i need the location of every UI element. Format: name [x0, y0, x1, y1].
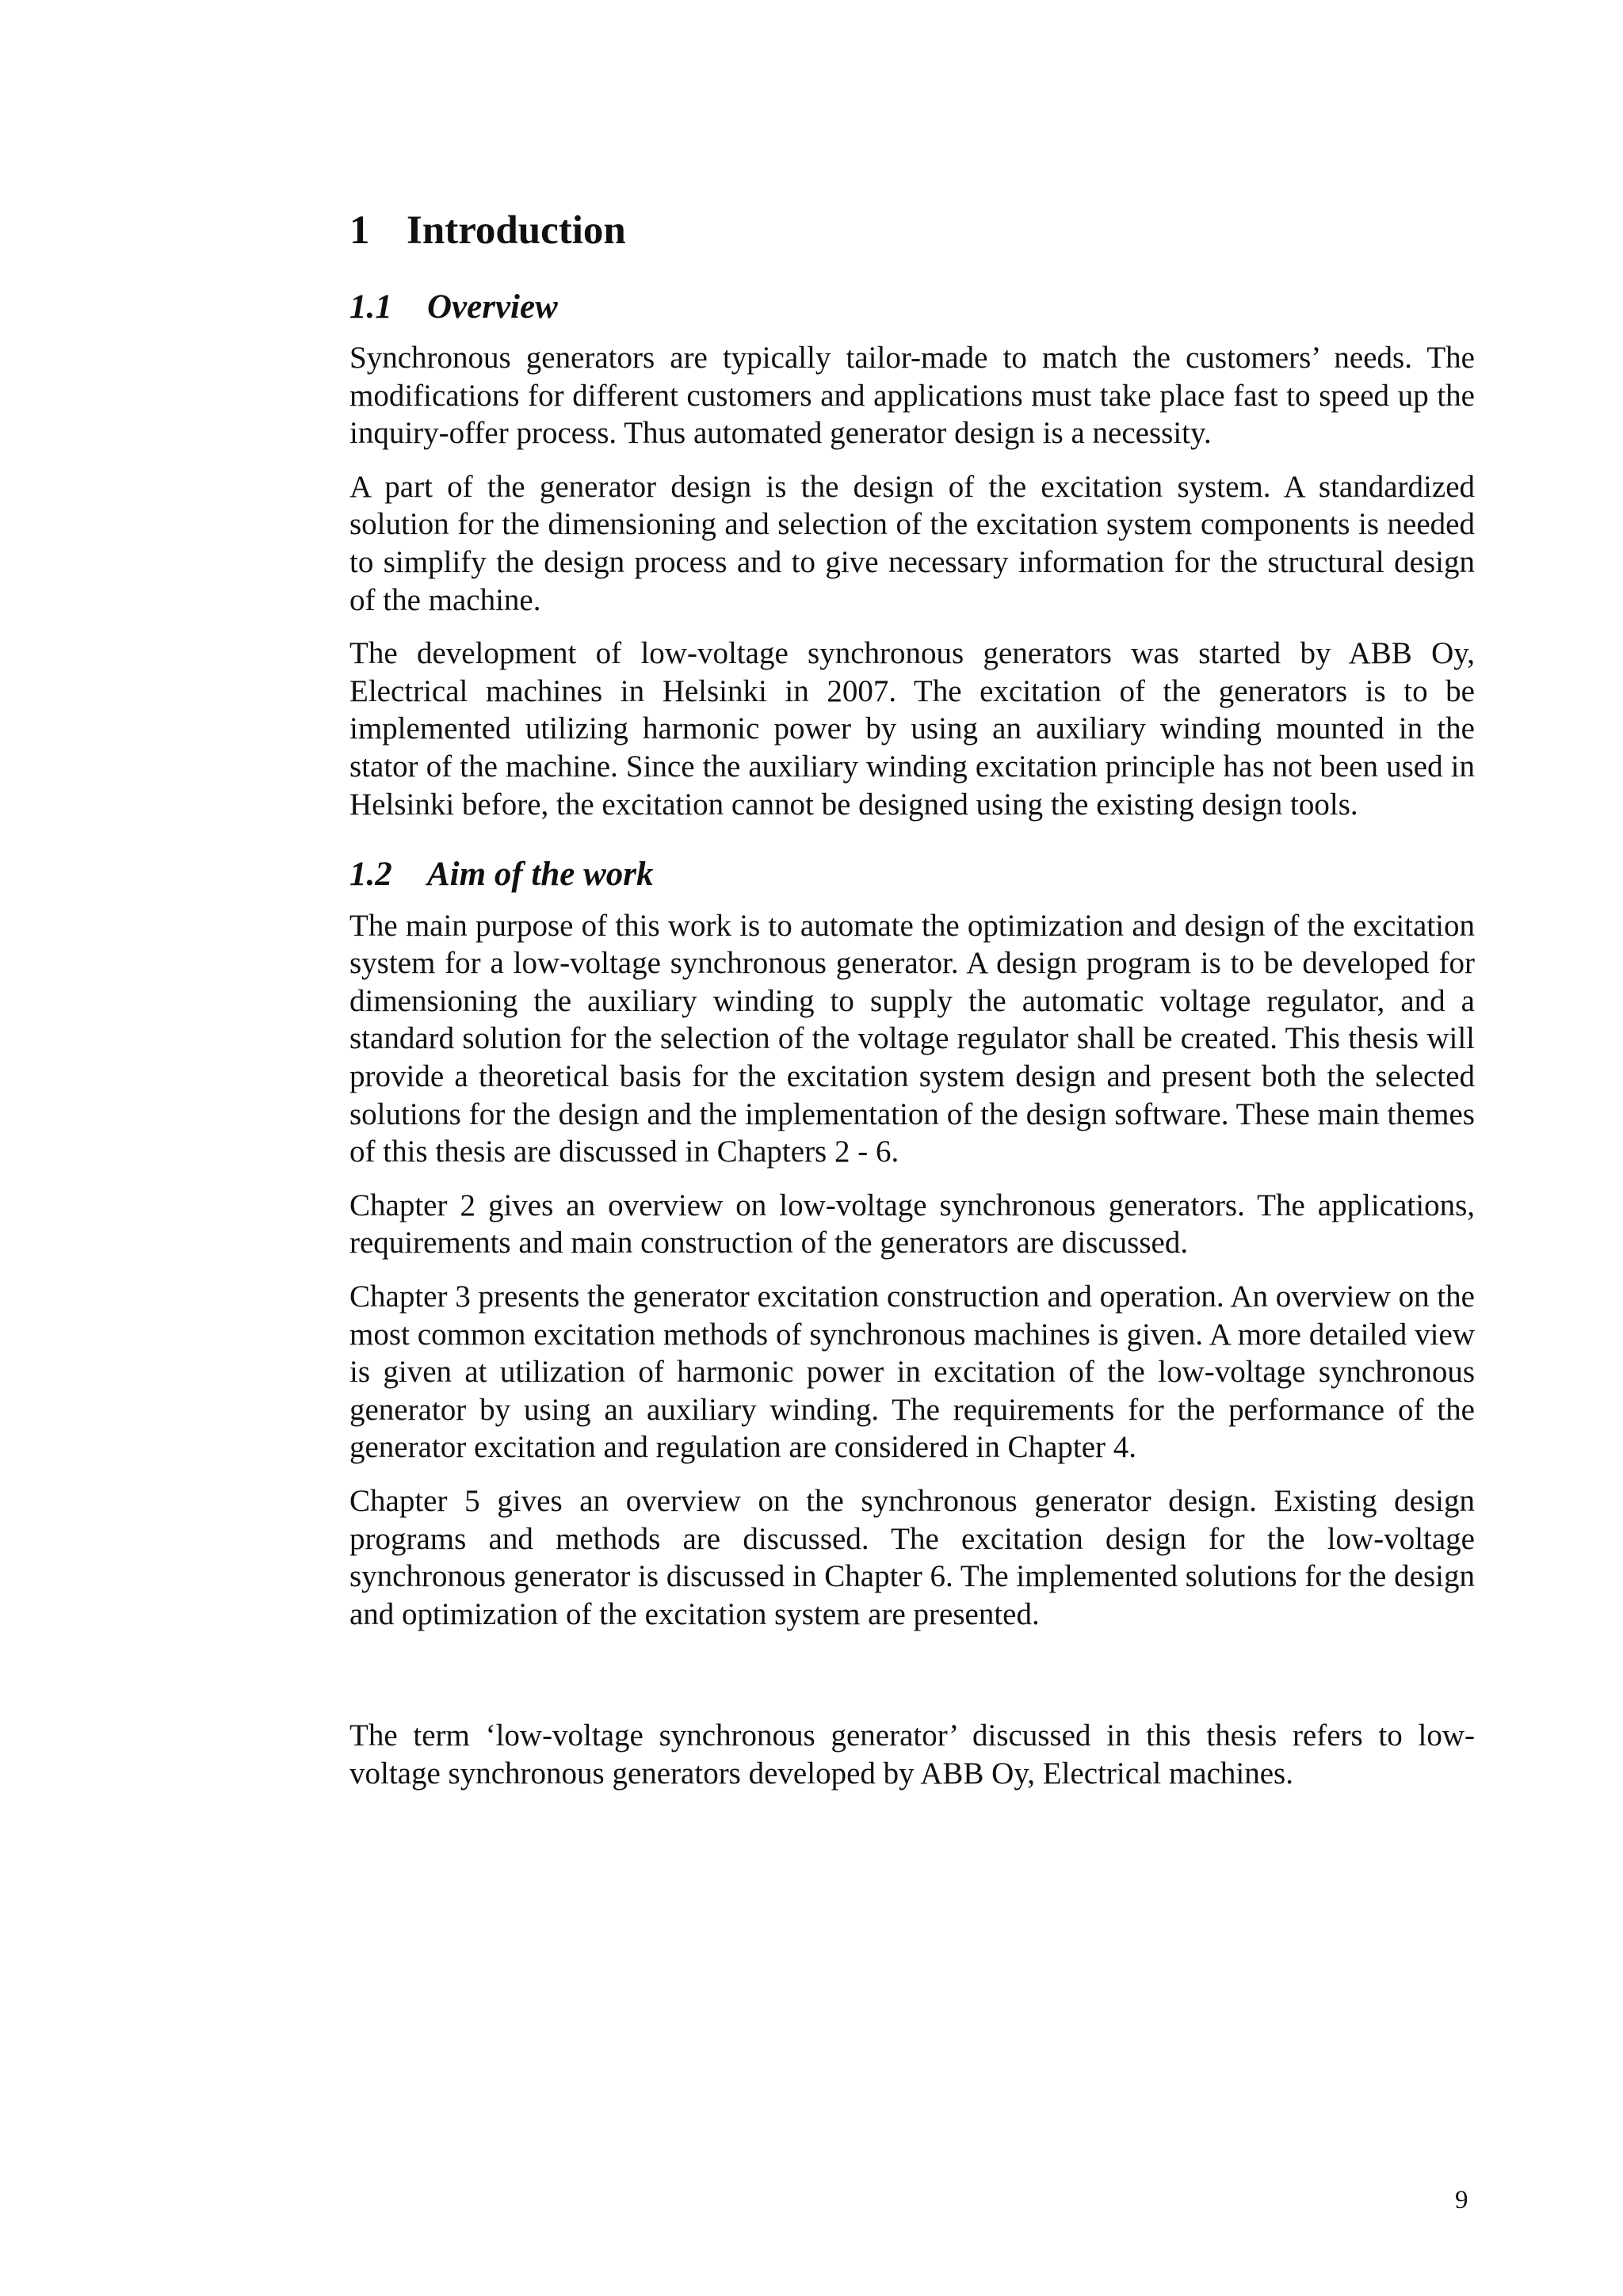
chapter-number: 1	[349, 208, 370, 253]
page-number: 9	[1455, 2186, 1468, 2214]
terminology-note: The term ‘low-voltage synchronous generator’ discussed in this thesis refers to low-voltage synchronous generators developed by ABB Oy, Electrical machines.	[349, 1718, 1475, 1791]
paragraph: A part of the generator design is the design of the excitation system. A standardized solution for the dimensioning and selection of the excitation system components is needed to simplify the design process and to give necessary information for the structural design of the machine.	[349, 469, 1475, 617]
paragraph: Synchronous generators are typically tailor-made to match the customers’ needs. The modifications for different customers and applications must take place fast to speed up the inquiry-offer process. Thus automated generator design is a necessity.	[349, 341, 1475, 451]
paragraph: The main purpose of this work is to automate the optimization and design of the excitation system for a low-voltage synchronous generator. A design program is to be developed for dimensioning the auxiliary winding to supply the automatic voltage regulator, and a standard solution for the selection of the voltage regulator shall be created. This thesis will provide a theoretical basis for the excitation system design and present both the selected solutions for the design and the implementation of the design software. These main themes of this thesis are discussed in Chapters 2 - 6.	[349, 908, 1475, 1169]
section-heading-overview	[349, 288, 1475, 326]
paragraph: The development of low-voltage synchronous generators was started by ABB Oy, Electrical machines in Helsinki in 2007. The excitation of the generators is to be implemented utilizing harmonic power by using an auxiliary winding mounted in the stator of the machine. Since the auxiliary winding excitation principle has not been used in Helsinki before, the excitation cannot be designed using the existing design tools.	[349, 636, 1475, 822]
section-title: Overview	[427, 288, 558, 326]
paragraph: Chapter 3 presents the generator excitation construction and operation. An overview on the most common excitation methods of synchronous machines is given. A more detailed view is given at utilization of harmonic power in excitation of the low-voltage synchronous generator by using an auxiliary winding. The requirements for the performance of the generator excitation and regulation are considered in Chapter 4.	[349, 1279, 1475, 1465]
page-body	[349, 208, 1475, 1809]
chapter-heading	[349, 208, 1475, 254]
section-heading-aim	[349, 855, 1475, 894]
section-number: 1.1	[349, 288, 392, 326]
paragraph: Chapter 5 gives an overview on the synchronous generator design. Existing design programs and methods are discussed. The excitation design for the low-voltage synchronous generator is discussed in Chapter 6. The implemented solutions for the design and optimization of the excitation system are presented.	[349, 1483, 1475, 1631]
paragraph: Chapter 2 gives an overview on low-voltage synchronous generators. The applications, requirements and main construction of the generators are discussed.	[349, 1188, 1475, 1261]
chapter-title: Introduction	[407, 208, 626, 253]
section-title: Aim of the work	[427, 856, 654, 894]
section-number: 1.2	[349, 856, 392, 894]
